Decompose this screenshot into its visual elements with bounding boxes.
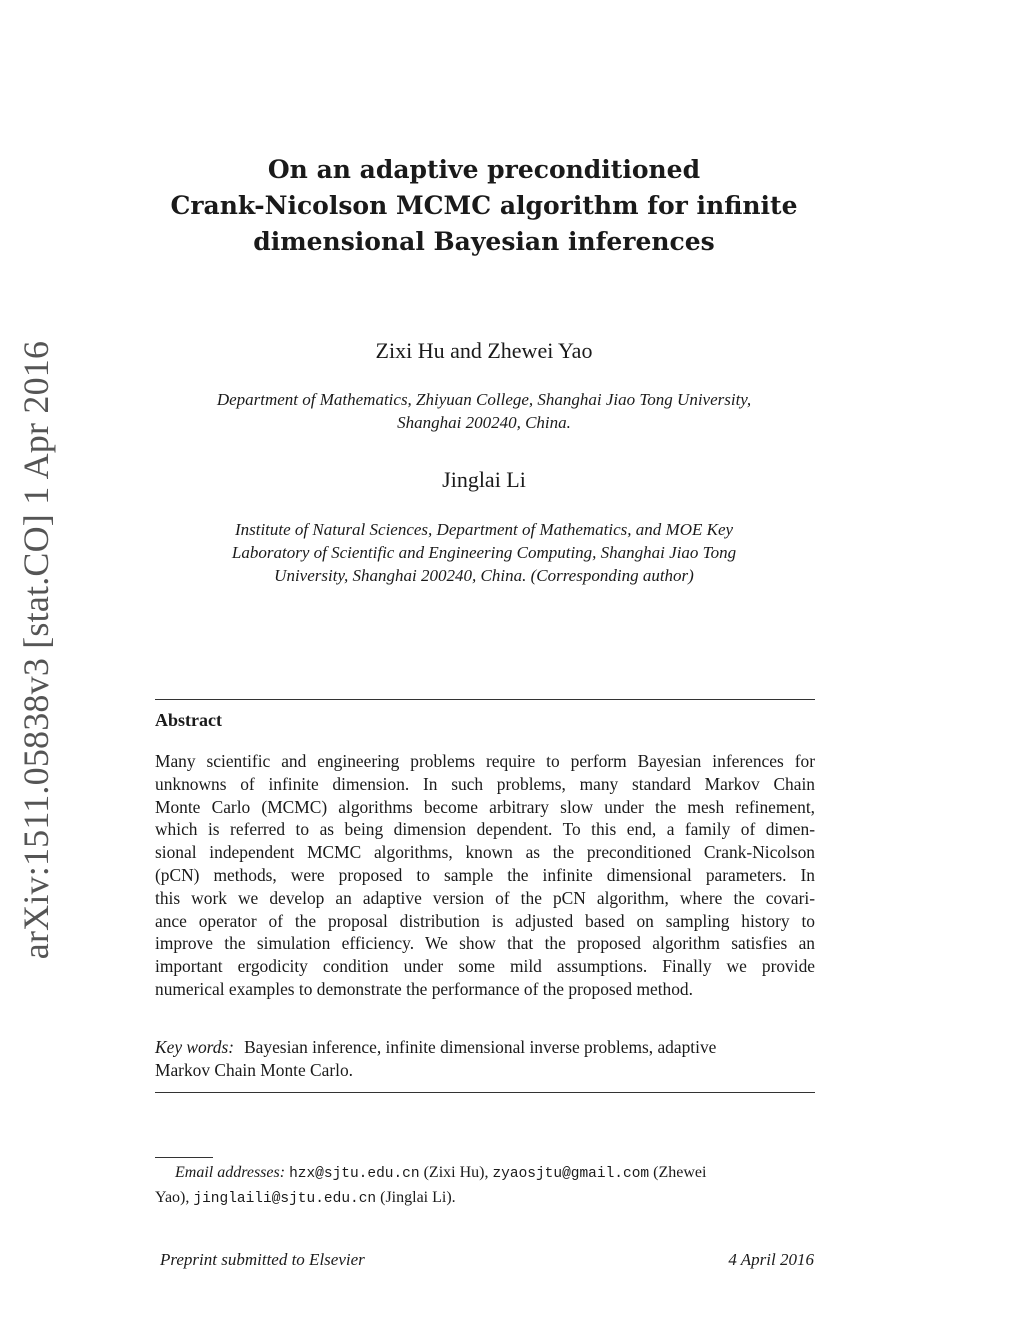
affiliation-second: [150, 518, 818, 587]
title-line: On an adaptive preconditioned: [267, 155, 701, 184]
abstract-bottom-rule: [155, 1092, 815, 1093]
abstract-line: improve the simulation efficiency. We show that the proposed algorithm satisfies an: [155, 933, 815, 954]
footnote-email-addresses: [155, 1161, 815, 1211]
abstract-heading: Abstract: [155, 710, 222, 730]
abstract-top-rule: [155, 699, 815, 700]
affiliation-line: Shanghai 200240, China.: [397, 413, 571, 432]
abstract-line: numerical examples to demonstrate the performance of the proposed method.: [155, 978, 693, 999]
title-line: dimensional Bayesian inferences: [253, 227, 715, 256]
email-link[interactable]: hzx@sjtu.edu.cn: [289, 1166, 420, 1182]
footer-preprint-note: Preprint submitted to Elsevier: [160, 1250, 365, 1269]
authors-second-group: Jinglai Li: [442, 467, 526, 492]
abstract-line: (pCN) methods, were proposed to sample the infinite dimensional parameters. In: [155, 864, 815, 885]
email-owner: (Zixi Hu),: [423, 1164, 489, 1181]
email-owner: (Zhewei: [653, 1164, 707, 1181]
paper-title: [150, 152, 818, 260]
abstract-line: Many scientific and engineering problems require to perform Bayesian inferences for: [155, 751, 815, 771]
keywords-label: Key words:: [155, 1037, 235, 1057]
abstract-line: which is referred to as being dimension dependent. To this end, a family of dimen-: [155, 819, 815, 840]
affiliation-line: Institute of Natural Sciences, Department of Mathematics, and MOE Key: [234, 520, 734, 539]
keywords-line: [155, 1036, 815, 1059]
email-owner: (Jinglai Li).: [380, 1189, 456, 1206]
abstract-body: [155, 750, 815, 1001]
keywords: [155, 1036, 815, 1082]
abstract-line: this work we develop an adaptive version of the pCN algorithm, where the covari-: [155, 887, 815, 908]
abstract-line: important ergodicity condition under some mild assumptions. Finally we provide: [155, 956, 815, 977]
footer-date: 4 April 2016: [728, 1250, 814, 1269]
arxiv-stamp: [6, 340, 66, 960]
email-owner: Yao),: [155, 1189, 190, 1206]
affiliation-line: Department of Mathematics, Zhiyuan College, Shanghai Jiao Tong University,: [216, 390, 752, 409]
keywords-line: Markov Chain Monte Carlo.: [155, 1059, 354, 1080]
keywords-text: Bayesian inference, infinite dimensional inverse problems, adaptive: [244, 1037, 717, 1057]
affiliation-line: Laboratory of Scientific and Engineering Computing, Shanghai Jiao Tong: [231, 543, 737, 562]
abstract-line: unknowns of infinite dimension. In such problems, many standard Markov Chain: [155, 773, 815, 794]
authors-first-group: Zixi Hu and Zhewei Yao: [375, 338, 593, 363]
email-link[interactable]: zyaosjtu@gmail.com: [492, 1166, 650, 1182]
abstract-line: sional independent MCMC algorithms, known as the preconditioned Crank-Nicolson: [155, 842, 815, 863]
title-line: Crank-Nicolson MCMC algorithm for infinite: [170, 191, 798, 220]
affiliation-first: [150, 388, 818, 434]
footnote-label: Email addresses:: [175, 1164, 286, 1181]
email-link[interactable]: jinglaili@sjtu.edu.cn: [193, 1191, 377, 1207]
abstract-line: Monte Carlo (MCMC) algorithms become arbitrary slow under the mesh refinement,: [155, 796, 815, 817]
affiliation-line: University, Shanghai 200240, China. (Corresponding author): [274, 566, 694, 585]
abstract-line: ance operator of the proposal distribution is adjusted based on sampling history to: [155, 910, 815, 931]
footnote-rule: [155, 1157, 213, 1158]
arxiv-stamp-text: arXiv:1511.05838v3 [stat.CO] 1 Apr 2016: [16, 340, 57, 960]
